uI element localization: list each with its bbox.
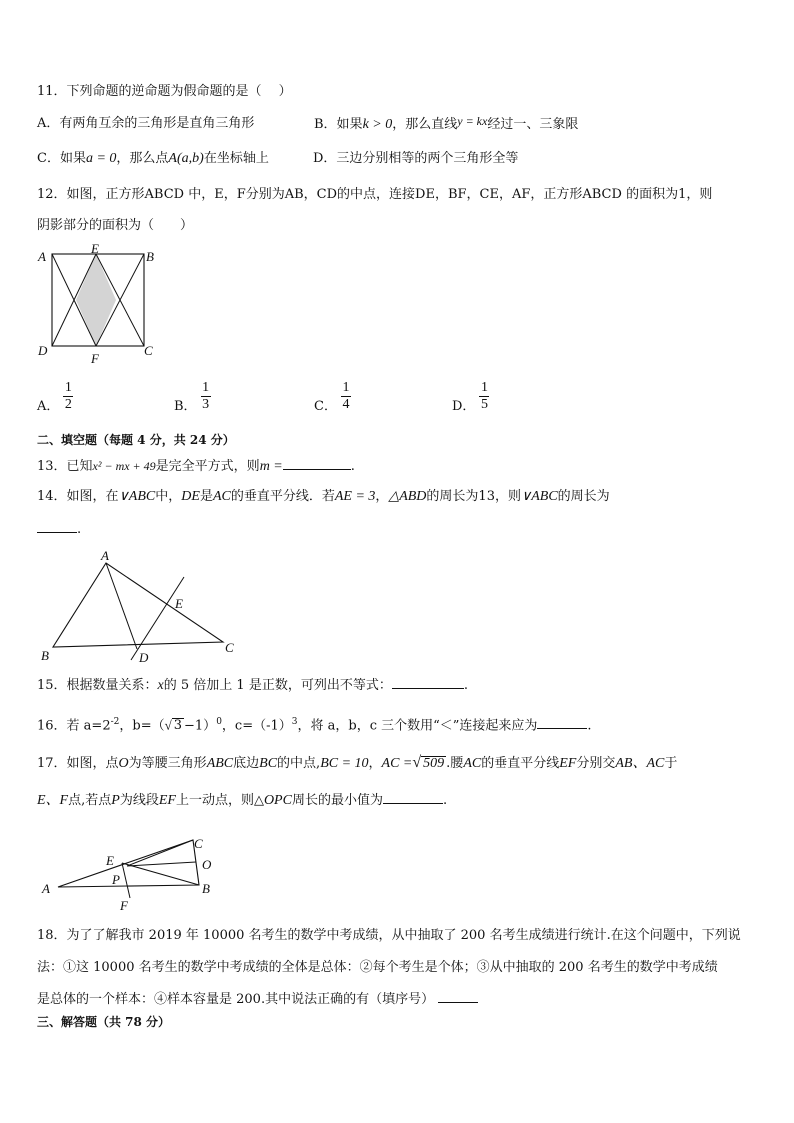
q11-stem: 11．下列命题的逆命题为假命题的是（ ）: [37, 84, 292, 99]
q18-line3: 是总体的一个样本：④样本容量是 200.其中说法正确的有（填序号）: [37, 990, 478, 1009]
section2-heading: 二、填空题（每题 4 分，共 24 分）: [37, 433, 235, 447]
q17-line-ef: [122, 863, 130, 898]
q14-label-e: E: [175, 596, 183, 611]
q17-label-a: A: [42, 881, 50, 896]
q17-answer-blank[interactable]: [383, 791, 443, 804]
q14-triangle-figure: [38, 546, 248, 670]
q12-shaded-rhombus: [76, 254, 116, 346]
q17-line2: E、F点,若点P为线段EF上一动点，则△OPC周长的最小值为 .: [37, 793, 448, 808]
q14-label-b: B: [41, 648, 49, 663]
q12-label-e: E: [91, 242, 99, 256]
q12-label-a: A: [38, 249, 46, 264]
q17-line-eb: [122, 863, 199, 885]
q12-label-b: B: [146, 249, 154, 264]
section3-heading: 三、解答题（共 78 分）: [37, 1015, 171, 1029]
q14-line1: 14．如图，在∨ABC中，DE是AC的垂直平分线．若AE = 3，△ABD的周长为13，则∨ABC的周长为: [37, 489, 610, 504]
q17-line1: 17．如图，点O为等腰三角形ABC底边BC的中点,BC = 10，AC =√ 509 .腰AC的垂直平分线EF分别交AB、AC于: [37, 754, 678, 771]
q14-line-ad: [106, 563, 137, 649]
q11-option-c: C．如果a = 0，那么点A(a,b)在坐标轴上: [37, 151, 269, 166]
q17-line-po: [127, 862, 196, 866]
q18-line1: 18．为了了解我市 2019 年 10000 名考生的数学中考成绩，从中抽取了 200 名考生成绩进行统计.在这个问题中，下列说: [37, 928, 741, 943]
q12-options: [37, 380, 597, 420]
q17-label-b: B: [202, 881, 210, 896]
q14-label-d: D: [139, 650, 149, 665]
q12-label-f: F: [91, 351, 99, 366]
q11-option-d: D．三边分别相等的两个三角形全等: [313, 151, 519, 166]
q17-label-e: E: [106, 853, 114, 868]
q18-answer-blank[interactable]: [438, 990, 478, 1003]
q13: 13．已知x² − mx + 49是完全平方式，则m = .: [37, 459, 355, 474]
q17-line-pc: [127, 840, 193, 866]
q12-option-b: B． $\frac{1}{3}$: [174, 380, 210, 414]
q17-label-f: F: [120, 898, 128, 913]
q14-triangle-abc: [53, 563, 223, 647]
q15-answer-blank[interactable]: [392, 676, 464, 689]
q16-answer-blank[interactable]: [537, 716, 587, 729]
q17-label-p: P: [112, 872, 120, 887]
q14-perpendicular-bisector: [131, 577, 184, 660]
q11-option-b: B．如果k > 0，那么直线y = kx经过一、三象限: [314, 114, 579, 132]
q14-line2: .: [37, 520, 81, 539]
q15: 15．根据数量关系：x的 5 倍加上 1 是正数，可列出不等式： .: [37, 678, 468, 693]
q14-answer-blank[interactable]: [37, 520, 77, 533]
q12-option-c: C． $\frac{1}{4}$: [314, 380, 350, 414]
q16: 16．若 $a=2^{-2}$，b=（√ 3 −1）$^0$，$c=(-1)^3$，将 a，b，c 三个数用“＜”连接起来应为 .: [37, 717, 592, 734]
q17-triangle-figure: [36, 832, 226, 914]
q18-line2: 法：①这 10000 名考生的数学中考成绩的全体是总体：②每个考生是个体；③从中抽取的 200 名考生的数学中考成绩: [37, 960, 718, 975]
q12-option-d: D． $\frac{1}{5}$: [452, 380, 488, 414]
q14-label-c: C: [225, 640, 234, 655]
q13-answer-blank[interactable]: [283, 457, 351, 470]
q17-label-o: O: [202, 857, 212, 872]
q12-option-a: A． $\frac{1}{2}$: [37, 380, 72, 414]
q14-label-a: A: [101, 548, 109, 563]
q12-stem-line1: 12．如图，正方形ABCD 中，E，F分别为AB，CD的中点，连接DE，BF，CE，AF，正方形ABCD 的面积为1，则: [37, 187, 713, 202]
q12-label-d: D: [38, 343, 48, 358]
q11-option-a: A．有两角互余的三角形是直角三角形: [37, 116, 255, 131]
q12-square-figure: [32, 242, 162, 367]
q17-label-c: C: [194, 836, 203, 851]
q12-label-c: C: [144, 343, 153, 358]
q12-stem-line2: 阴影部分的面积为（ ）: [37, 218, 194, 233]
